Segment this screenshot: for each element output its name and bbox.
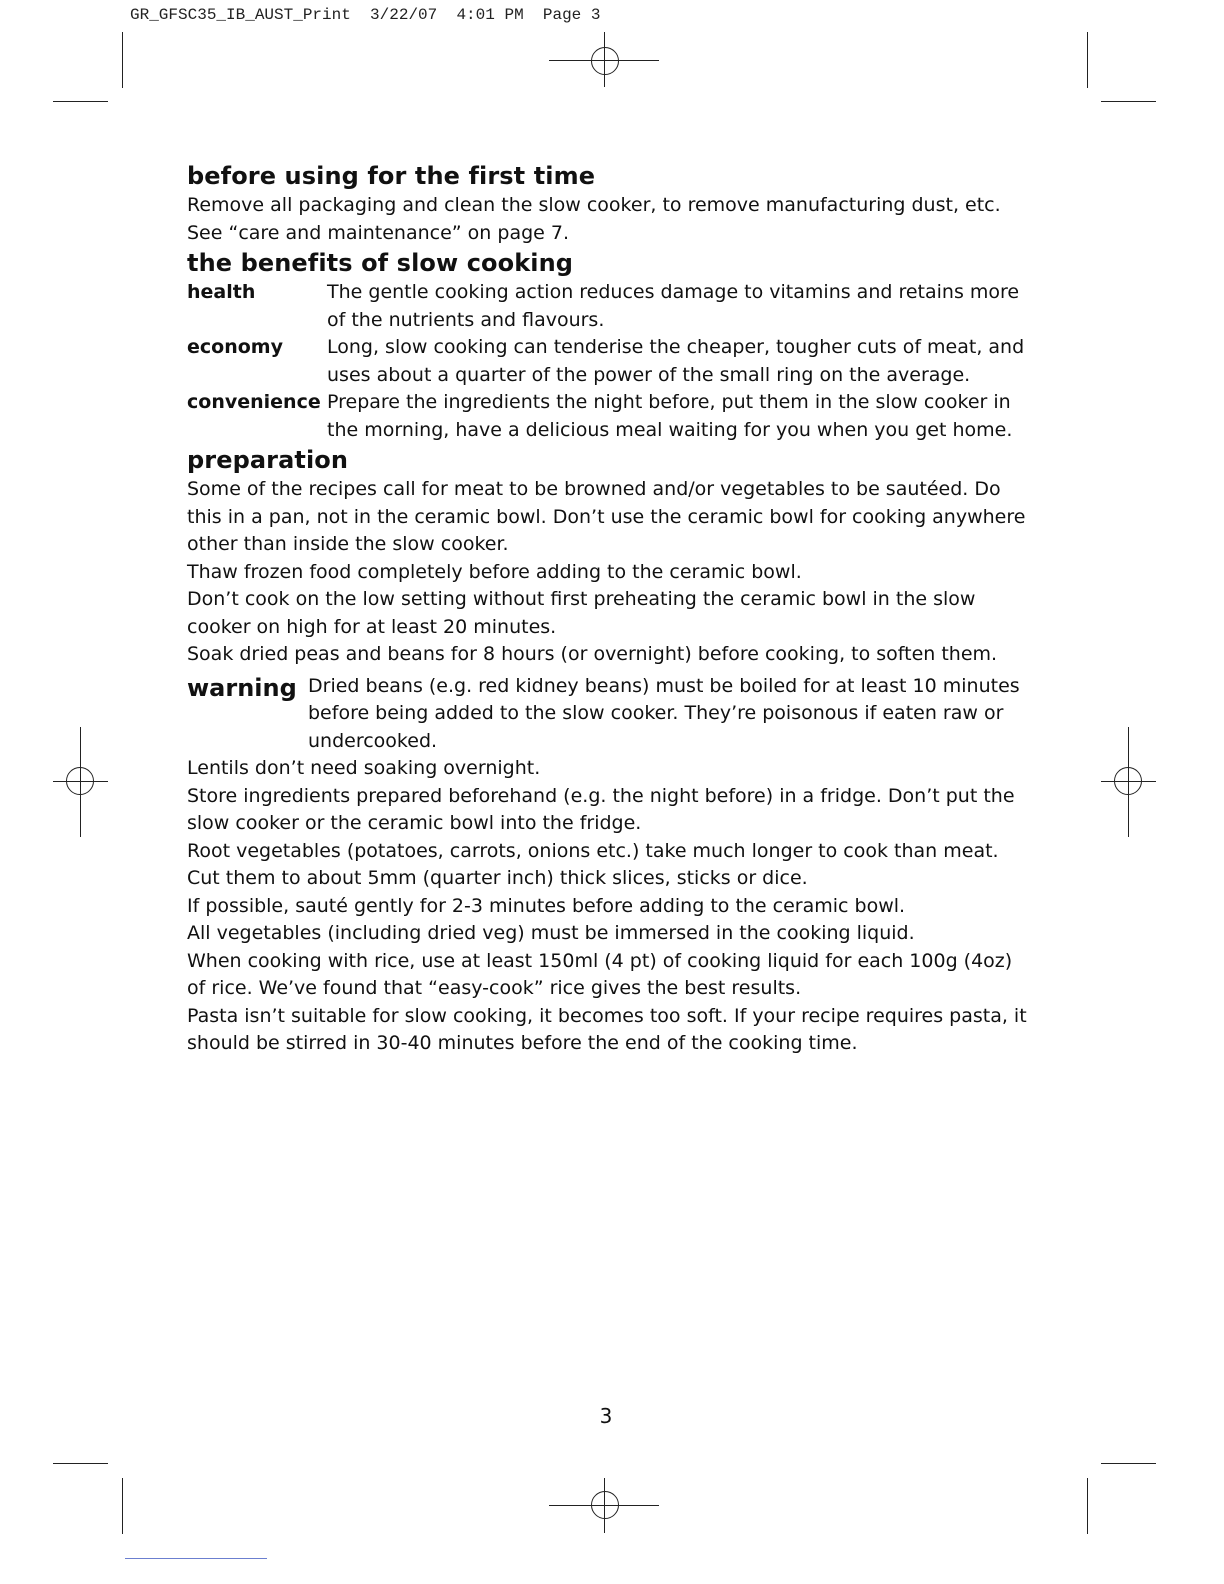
warning-text: Dried beans (e.g. red kidney beans) must be boiled for at least 10 minutes before being added to the slow cooker. They’re poisonous if eaten raw or undercooked. xyxy=(308,674,1020,752)
page-number: 3 xyxy=(599,1404,613,1428)
paragraph: Root vegetables (potatoes, carrots, onions etc.) take much longer to cook than meat. Cut them to about 5mm (quarter inch) thick slices, sticks or dice. xyxy=(187,839,999,889)
warning-block xyxy=(187,673,1032,756)
paragraph: Pasta isn’t suitable for slow cooking, it becomes too soft. If your recipe requires pasta, it should be stirred in 30-40 minutes before the end of the cooking time. xyxy=(187,1004,1027,1054)
paragraph: Lentils don’t need soaking overnight. xyxy=(187,757,541,779)
heading-first-time: before using for the first time xyxy=(187,162,596,190)
text-line: See “care and maintenance” on page 7. xyxy=(187,221,570,244)
benefit-text: Prepare the ingredients the night before, put them in the slow cooker in the morning, have a delicious meal waiting for you when you get home. xyxy=(327,391,1013,441)
paragraph: Don’t cook on the low setting without first preheating the ceramic bowl in the slow cooker on high for at least 20 minutes. xyxy=(187,588,976,638)
paragraph: Some of the recipes call for meat to be browned and/or vegetables to be sautéed. Do this in a pan, not in the ceramic bowl. Don’t use the ceramic bowl for cooking anywhere other than inside the slow cooker. xyxy=(187,478,1026,555)
text-line: Remove all packaging and clean the slow cooker, to remove manufacturing dust, etc. xyxy=(187,194,1001,216)
benefit-term: convenience xyxy=(187,391,321,413)
print-slug-header: GR_GFSC35_IB_AUST_Print 3/22/07 4:01 PM Page 3 xyxy=(130,6,601,24)
paragraph: When cooking with rice, use at least 150ml (4 pt) of cooking liquid for each 100g (4oz) of rice. We’ve found that “easy-cook” rice gives the best results. xyxy=(187,949,1013,999)
section-benefits xyxy=(187,247,1032,444)
benefit-item-convenience xyxy=(187,389,1032,444)
heading-benefits: the benefits of slow cooking xyxy=(187,249,574,277)
paragraph: Store ingredients prepared beforehand (e.g. the night before) in a fridge. Don’t put the slow cooker or the ceramic bowl into the fridge. xyxy=(187,784,1015,834)
benefit-item-economy xyxy=(187,334,1032,389)
page-content xyxy=(187,160,1032,1058)
paragraph: Soak dried peas and beans for 8 hours (or overnight) before cooking, to soften them. xyxy=(187,643,998,665)
heading-preparation: preparation xyxy=(187,446,349,474)
benefit-text: The gentle cooking action reduces damage to vitamins and retains more of the nutrients and flavours. xyxy=(327,281,1020,331)
benefit-term: economy xyxy=(187,336,283,358)
paragraph: If possible, sauté gently for 2-3 minutes before adding to the ceramic bowl. xyxy=(187,894,906,917)
section-preparation xyxy=(187,444,1032,1058)
paragraph: Thaw frozen food completely before adding to the ceramic bowl. xyxy=(187,560,802,583)
footer-underline xyxy=(125,1558,267,1559)
benefit-term: health xyxy=(187,281,256,303)
warning-label: warning xyxy=(187,673,297,702)
benefit-text: Long, slow cooking can tenderise the cheaper, tougher cuts of meat, and uses about a quarter of the power of the small ring on the average. xyxy=(327,336,1025,386)
benefit-item-health xyxy=(187,279,1032,334)
paragraph: All vegetables (including dried veg) must be immersed in the cooking liquid. xyxy=(187,922,915,944)
section-first-time xyxy=(187,160,1032,247)
